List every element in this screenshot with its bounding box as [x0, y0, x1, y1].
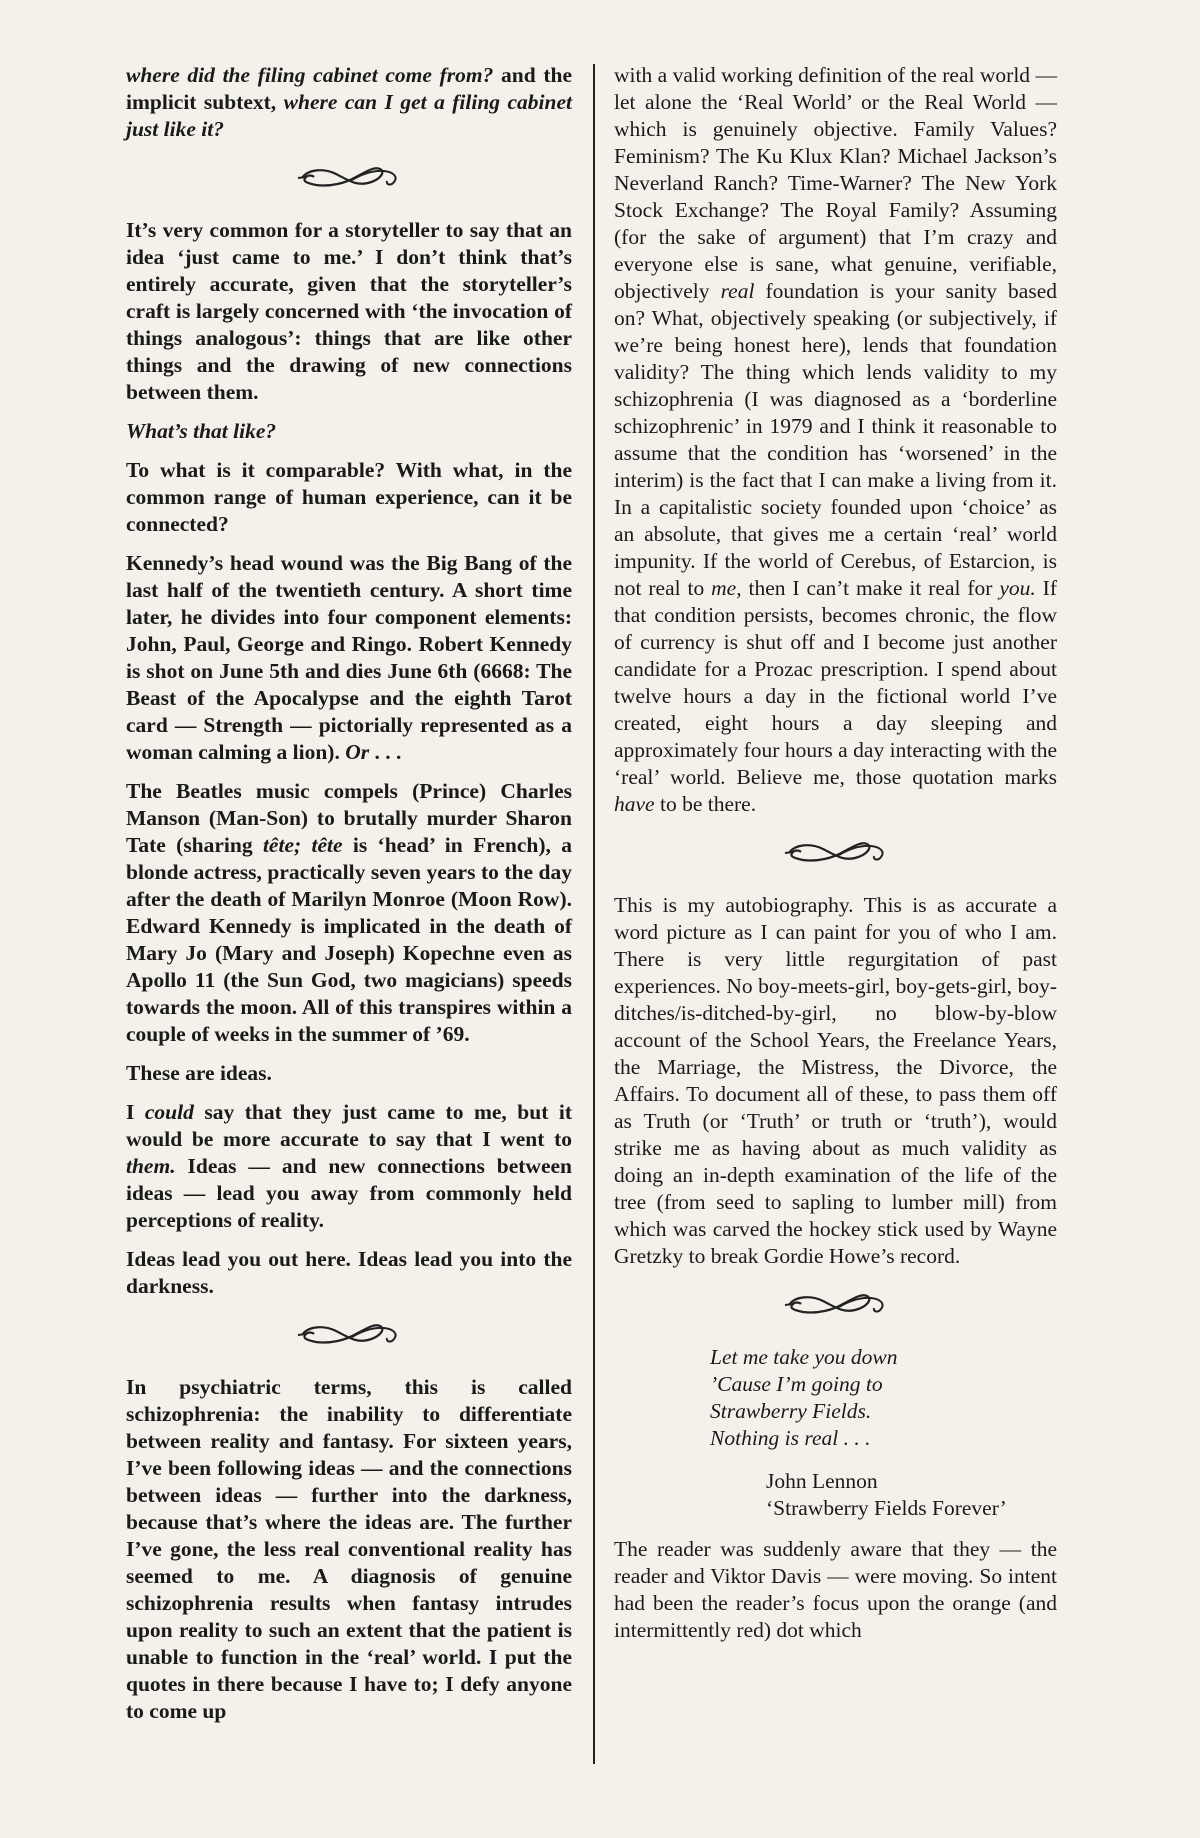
italic-text: Or	[339, 740, 370, 764]
quote-attribution	[766, 1468, 1057, 1522]
italic-text: where can I get a filing cabinet just like it?	[126, 90, 572, 141]
left-column	[126, 62, 572, 1737]
paragraph: It’s very common for a storyteller to say that an idea ‘just came to me.’ I don’t think that’s entirely accurate, given that the storyteller’s craft is largely concerned with ‘the invocation of things analogous’: things that are like other things and the drawing of new connections between them.	[126, 218, 572, 404]
text: The Beatles music compels (Prince) Charles Manson (Man-Son) to brutally murder Sharon Tate (sharing	[126, 779, 572, 857]
paragraph: These are ideas.	[126, 1061, 272, 1085]
italic-text: you.	[999, 576, 1036, 600]
paragraph: In psychiatric terms, this is called schizophrenia: the inability to differentiate between reality and fantasy. For sixteen years, I’ve been following ideas — and the connections between ideas — further into the darkness, because that’s where the ideas are. The further I’ve gone, the less real conventional reality has seemed to me. A diagnosis of genuine schizophrenia results when fantasy intrudes upon reality to such an extent that the patient is unable to function in the ‘real’ world. I put the quotes in there because I have to; I defy anyone to come up	[126, 1375, 572, 1723]
text: with a valid working definition of the real world — let alone the ‘Real World’ or the Real World — which is genuinely objective. Family Values? Feminism? The Ku Klux Klan? Michael Jackson’s Neverland Ranch? Time-Warner? The New York Stock Exchange? The Royal Family? Assuming (for the sake of argument) that I’m crazy and everyone else is sane, what genuine, verifiable, objectively	[614, 63, 1057, 303]
paragraph	[126, 778, 572, 1048]
text: say that they just came to me, but it would be more accurate to say that I went to	[126, 1100, 572, 1151]
text: Kennedy’s head wound was the Big Bang of the last half of the twentieth century. A short time later, he divides into four component elements: John, Paul, George and Ringo. Robert Kennedy is shot on June 5th and dies June 6th (6668: The Beast of the Apocalypse and the eighth Tarot card — Strength — pictorially represented as a woman calming a lion).	[126, 551, 572, 764]
italic-text: them.	[126, 1154, 176, 1178]
paragraph	[126, 62, 572, 143]
paragraph: The reader was suddenly aware that they — the reader and Viktor Davis — were moving. So intent had been the reader’s focus upon the orange (and intermittently red) dot which	[614, 1537, 1057, 1642]
italic-text: could	[144, 1100, 194, 1124]
lyric-line: Let me take you down	[710, 1345, 898, 1369]
text: I	[126, 1100, 145, 1124]
text: to be there.	[654, 792, 757, 816]
paragraph	[614, 62, 1057, 818]
text: Ideas — and new connections between ideas — lead you away from commonly held perceptions of reality.	[126, 1154, 572, 1232]
quote-song-title: ‘Strawberry Fields Forever’	[766, 1496, 1007, 1520]
right-column	[614, 62, 1057, 1656]
italic-text: real	[720, 279, 755, 303]
italic-text: have	[614, 792, 655, 816]
paragraph: This is my autobiography. This is as accurate a word picture as I can paint for you of who I am. There is very little regurgitation of past experiences. No boy-meets-girl, boy-gets-girl, boy-ditches/is-ditched-by-girl, no blow-by-blow account of the School Years, the Freelance Years, the Marriage, the Mistress, the Divorce, the Affairs. To document all of these, to pass them off as Truth (or ‘Truth’ or truth or ‘truth’), would strike me as having about as much validity as doing an in-depth examination of the life of the tree (from seed to sapling to lumber mill) from which was carved the hockey stick used by Wayne Gretzky to break Gordie Howe’s record.	[614, 893, 1057, 1268]
text: If that condition persists, becomes chronic, the flow of currency is shut off and I become just another candidate for a Prozac prescription. I spend about twelve hours a day in the fictional world I’ve created, eight hours a day sleeping and approximately four hours a day interacting with the ‘real’ world. Believe me, those quotation marks	[614, 576, 1057, 789]
song-lyric-quote	[710, 1344, 1057, 1452]
text: then I can’t make it real for	[741, 576, 1000, 600]
italic-text: tête; tête	[262, 833, 343, 857]
column-divider	[593, 64, 595, 1764]
quote-author: John Lennon	[766, 1469, 878, 1493]
italic-text: where did the filing cabinet come from?	[126, 63, 494, 87]
text: . . .	[369, 740, 402, 764]
text: is ‘head’ in French), a blonde actress, practically seven years to the day after the death of Marilyn Monroe (Moon Row). Edward Kennedy is implicated in the death of Mary Jo (Mary and Joseph) Kopechne even as Apollo 11 (the Sun God, two magicians) speeds towards the moon. All of this transpires within a couple of weeks in the summer of ’69.	[126, 833, 572, 1046]
paragraph: To what is it comparable? With what, in the common range of human experience, can it be connected?	[126, 458, 572, 536]
ornament-flourish-icon	[781, 1288, 891, 1320]
lyric-line: Strawberry Fields.	[710, 1399, 872, 1423]
text: and the implicit subtext,	[126, 63, 572, 114]
paragraph	[126, 1099, 572, 1234]
paragraph	[126, 418, 572, 445]
paragraph	[126, 550, 572, 766]
ornament-flourish-icon	[781, 836, 891, 868]
italic-text: me,	[711, 576, 742, 600]
paragraph: Ideas lead you out here. Ideas lead you into the darkness.	[126, 1247, 572, 1298]
text: foundation is your sanity based on? What, objectively speaking (or subjectively, if we’re being honest here), lends that foundation validity? The thing which lends validity to my schizophrenia (I was diagnosed as a ‘borderline schizophrenic’ in 1979 and I think it reasonable to assume that the condition has ‘worsened’ in the interim) is the fact that I can make a living from it. In a capitalistic society founded upon ‘choice’ as an absolute, that gives me a certain ‘real’ world impunity. If the world of Cerebus, of Estarcion, is not real to	[614, 279, 1057, 600]
ornament-flourish-icon	[294, 1318, 404, 1350]
ornament-flourish-icon	[294, 161, 404, 193]
italic-text: What’s that like?	[126, 419, 277, 443]
lyric-line: ’Cause I’m going to	[710, 1372, 883, 1396]
lyric-line: Nothing is real . . .	[710, 1426, 871, 1450]
